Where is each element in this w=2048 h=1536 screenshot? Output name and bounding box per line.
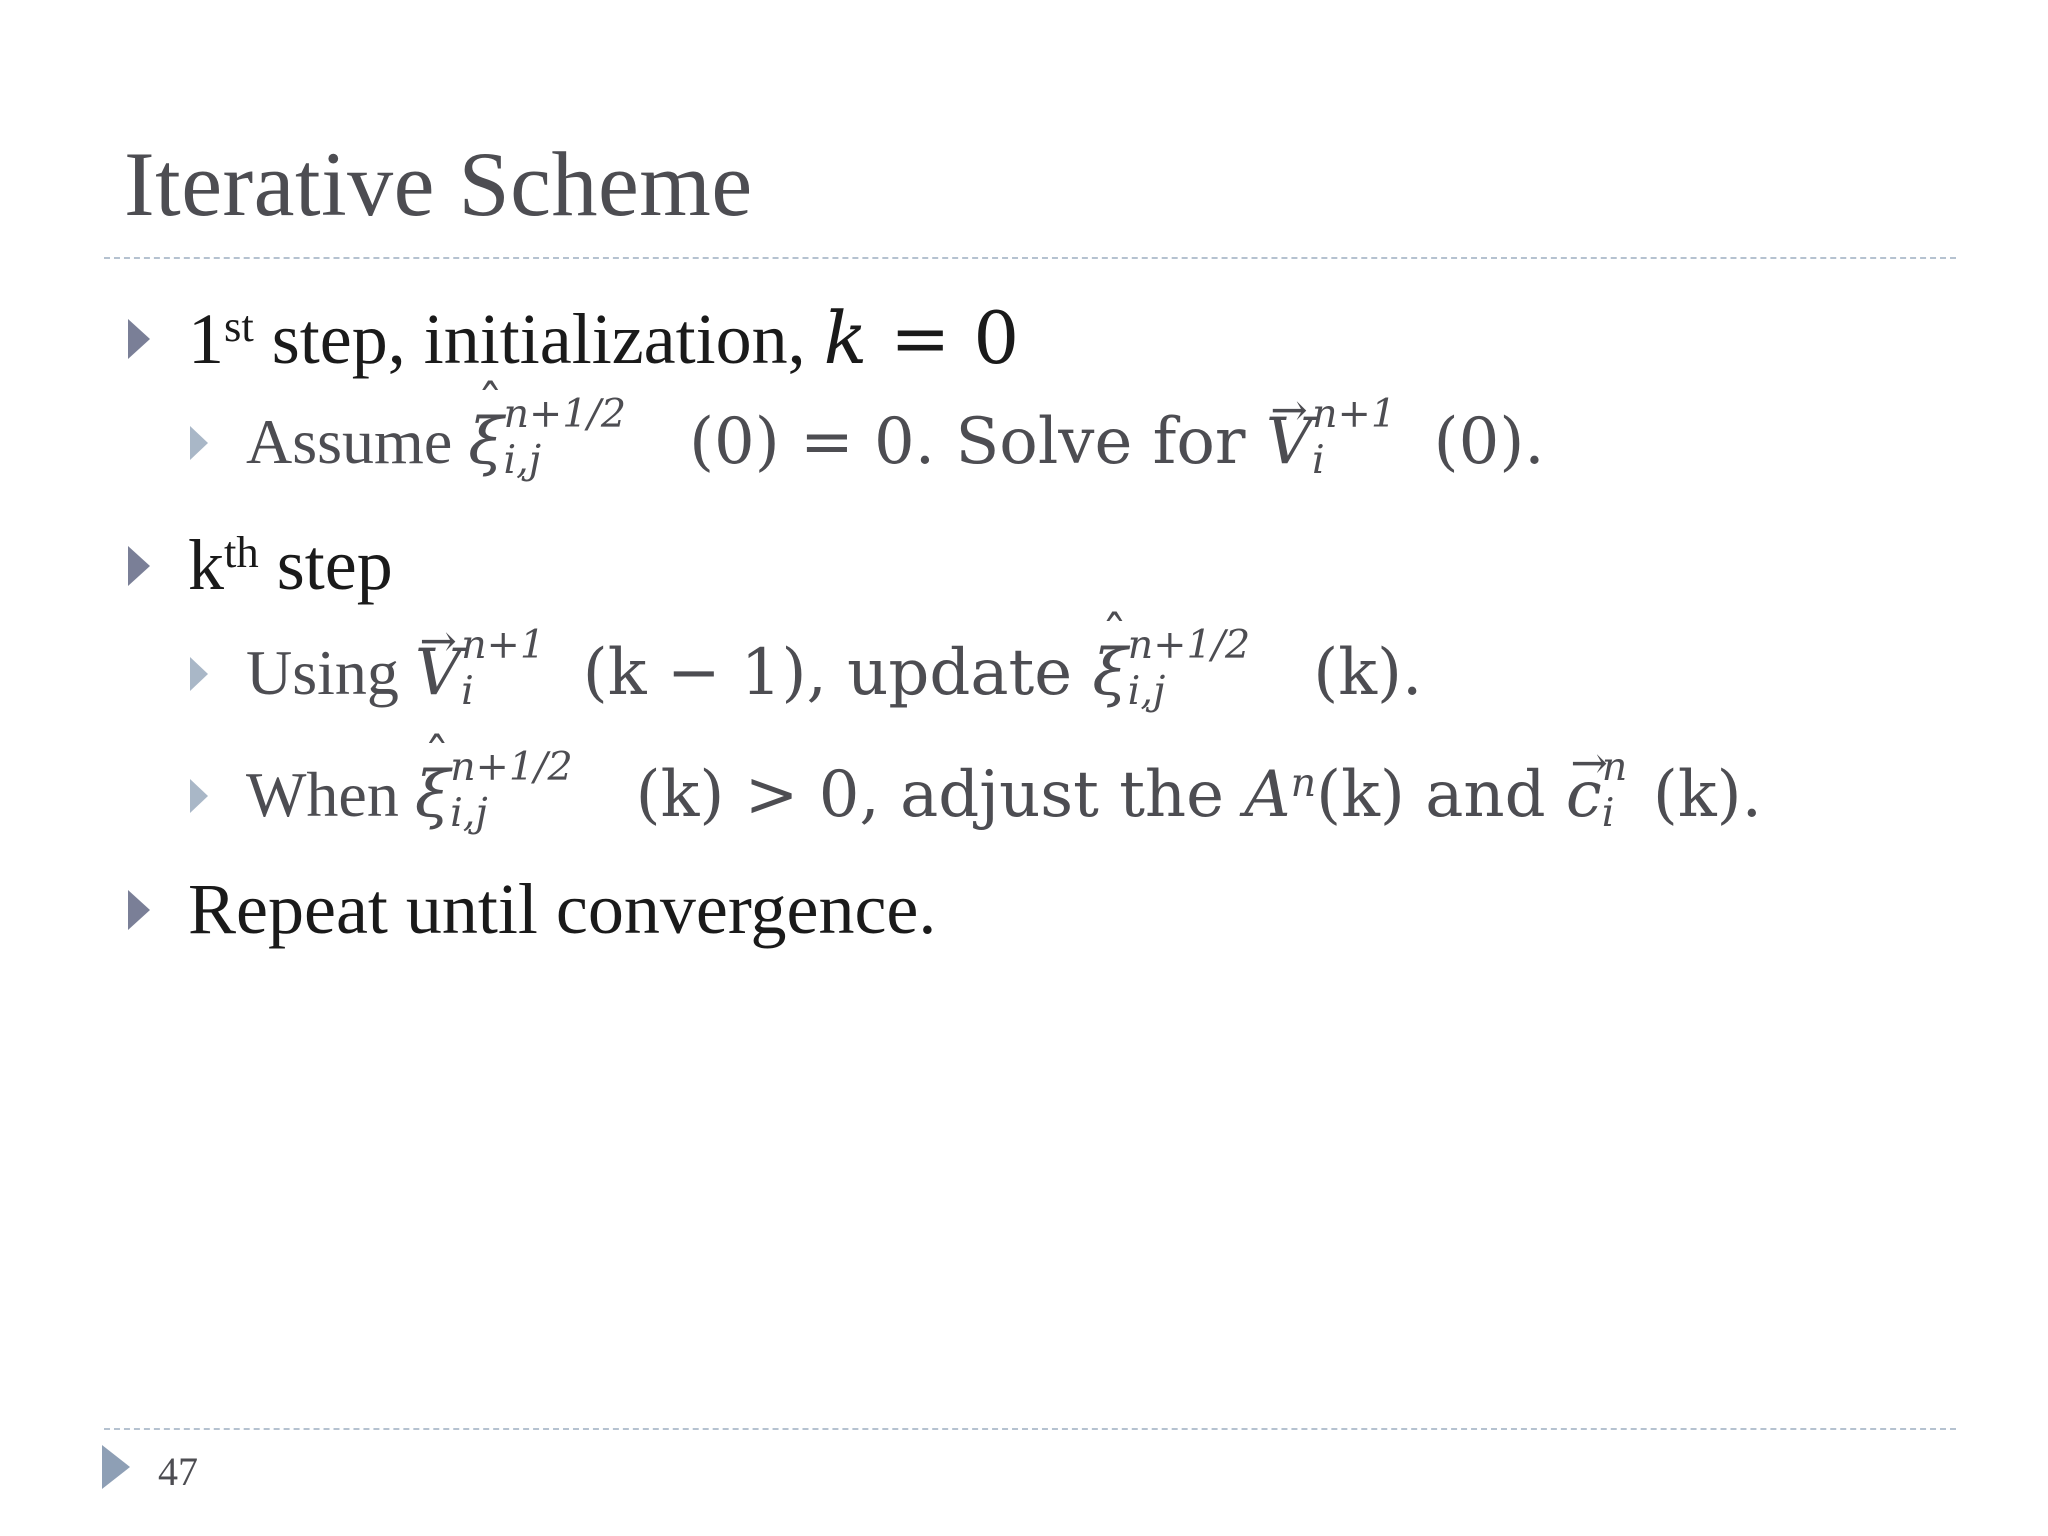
sub-bullet-text: [246, 743, 1762, 836]
xi-superscript: n+1/2: [450, 743, 573, 790]
v-indices: [461, 621, 583, 714]
text-k-end: (k).: [1313, 636, 1423, 710]
bullet-text: [188, 296, 1019, 381]
sub-bullet-arrow-icon: [190, 657, 208, 691]
xi-subscript: i,j: [1127, 667, 1166, 714]
math-v-vector: → V: [415, 636, 461, 710]
text-and: (k) and: [1316, 758, 1566, 832]
text-assume: Assume: [246, 406, 469, 477]
sub-bullet-using: [190, 621, 1423, 714]
page-number: 47: [158, 1449, 198, 1494]
xi-superscript: n+1/2: [503, 390, 627, 437]
footer-divider: [104, 1428, 1956, 1430]
math-v-vector: → V: [1266, 405, 1312, 479]
sub-bullet-text: [246, 621, 1423, 714]
sub-bullet-arrow-icon: [190, 426, 208, 460]
bullet-text: [188, 524, 393, 607]
step-label: step, initialization,: [253, 299, 824, 379]
math-a: A: [1244, 758, 1291, 832]
v-subscript: i: [461, 667, 474, 714]
text-update: (k − 1), update: [582, 636, 1093, 710]
math-xi-hat: ˆ ξ: [415, 758, 450, 832]
text-k-end: (k).: [1652, 758, 1762, 832]
bullet-arrow-icon: [128, 319, 150, 359]
v-superscript: n+1: [1312, 390, 1397, 437]
ordinal-suffix: th: [224, 526, 259, 577]
bullet-repeat: [128, 868, 936, 951]
xi-superscript: n+1/2: [1127, 621, 1251, 668]
text-zero-end: (0).: [1433, 405, 1545, 479]
step-number: 1: [188, 299, 224, 379]
math-equals-zero: = 0: [867, 296, 1020, 380]
sub-bullet-arrow-icon: [190, 779, 208, 813]
bullet-arrow-icon: [128, 890, 150, 930]
bullet-first-step: [128, 296, 1019, 381]
sub-bullet-text: [246, 390, 1545, 483]
c-subscript: i: [1601, 789, 1615, 836]
sub-bullet-assume: [190, 390, 1545, 483]
slide-title: Iterative Scheme: [124, 133, 753, 235]
footer-triangle-icon: [102, 1445, 130, 1489]
v-superscript: n+1: [461, 621, 546, 668]
text-when: When: [246, 759, 415, 830]
math-c-vector: → c: [1566, 758, 1602, 832]
xi-subscript: i,j: [450, 789, 488, 836]
bullet-arrow-icon: [128, 546, 150, 586]
text-adjust: (k) > 0, adjust the: [635, 758, 1245, 832]
sub-bullet-when: [190, 743, 1762, 836]
text-using: Using: [246, 637, 415, 708]
step-k: k: [188, 525, 224, 605]
math-xi-hat: ˆ ξ: [1092, 636, 1127, 710]
math-k: k: [823, 296, 868, 380]
xi-indices: [450, 743, 636, 836]
bullet-text: Repeat until convergence.: [188, 869, 937, 949]
v-indices: [1312, 390, 1434, 483]
a-superscript: n: [1290, 760, 1317, 807]
xi-indices: [1127, 621, 1314, 714]
bullet-kth-step: [128, 524, 393, 607]
text-solve-for: (0) = 0. Solve for: [689, 405, 1266, 479]
title-divider: [104, 257, 1956, 259]
xi-indices: [503, 390, 689, 483]
ordinal-suffix: st: [224, 300, 254, 351]
xi-subscript: i,j: [503, 436, 542, 483]
c-superscript: n: [1601, 743, 1628, 790]
math-xi-hat: ˆ ξ: [468, 405, 503, 479]
step-label: step: [258, 525, 393, 605]
c-indices: [1601, 743, 1653, 836]
v-subscript: i: [1312, 436, 1325, 483]
